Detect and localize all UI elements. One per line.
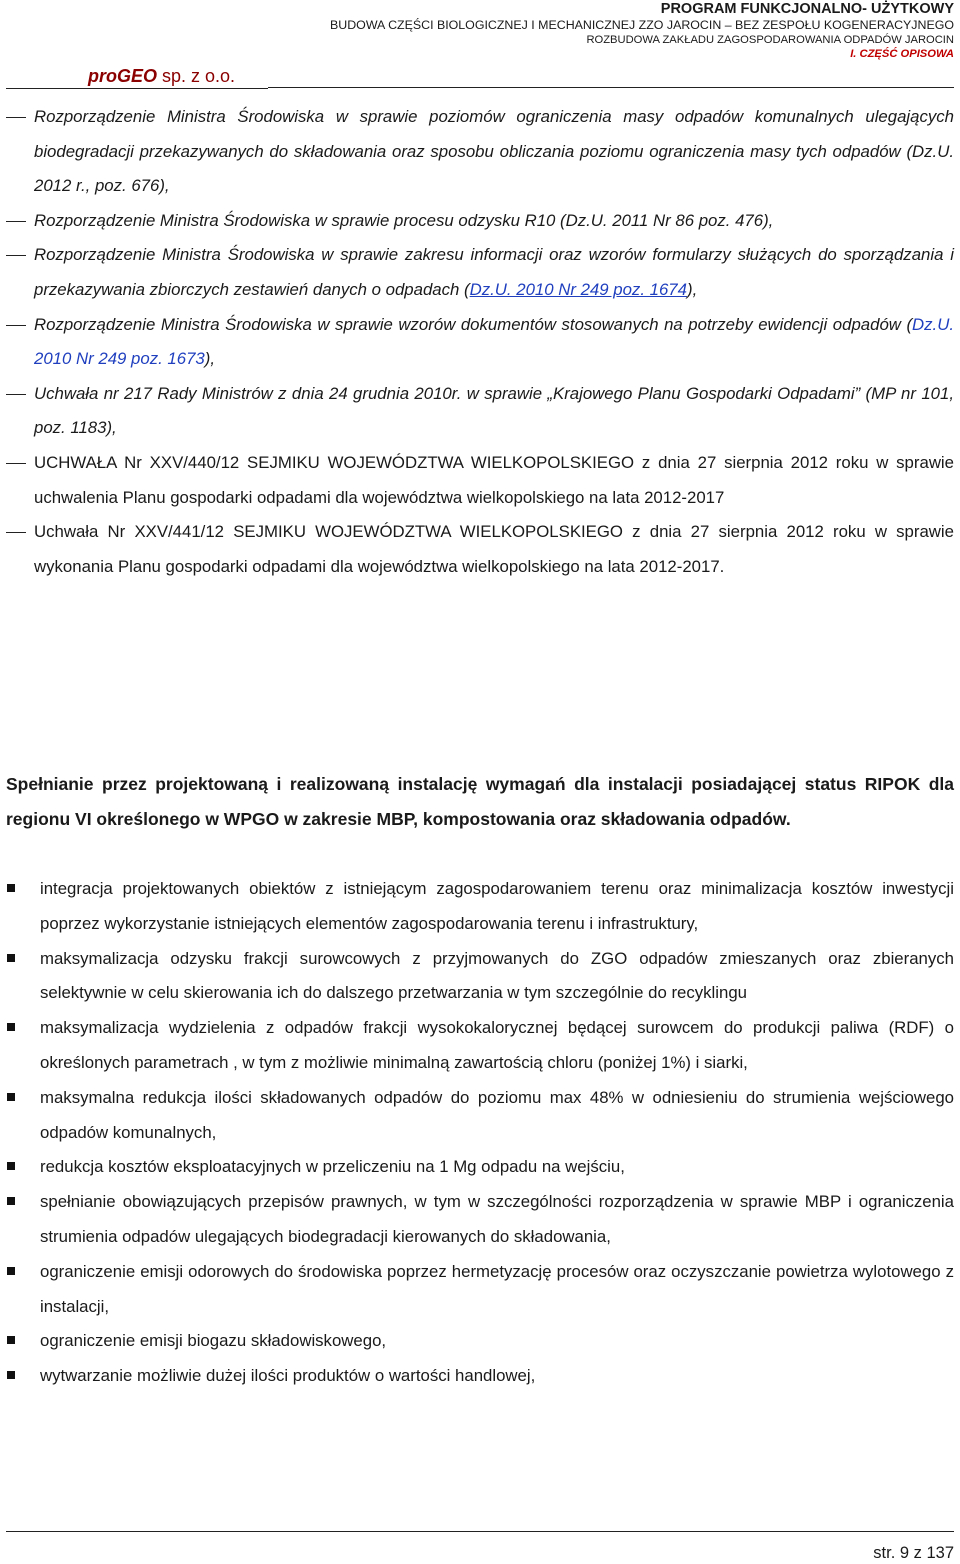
- list-item: maksymalna redukcja ilości składowanych odpadów do poziomu max 48% w odniesieniu do strumienia wejściowego odpadów komunalnych,: [6, 1081, 954, 1151]
- dash-marker: [6, 117, 26, 118]
- square-bullet-icon: [7, 1336, 15, 1344]
- list-item: ograniczenie emisji biogazu składowiskowego,: [6, 1324, 954, 1359]
- dash-marker: [6, 394, 26, 395]
- square-bullet-icon: [7, 954, 15, 962]
- header-part: I. CZĘŚĆ OPISOWA: [850, 48, 954, 60]
- regulation-item: Uchwała Nr XXV/441/12 SEJMIKU WOJEWÓDZTWA WIELKOPOLSKIEGO z dnia 27 sierpnia 2012 roku w sprawie wykonania Planu gospodarki odpadami dla województwa wielkopolskiego na lata 2012-2017.: [6, 515, 954, 584]
- regulation-link[interactable]: Dz.U. 2010 Nr 249 poz. 1674: [469, 279, 687, 299]
- square-bullet-icon: [7, 1197, 15, 1205]
- header-subtitle-2: ROZBUDOWA ZAKŁADU ZAGOSPODAROWANIA ODPADÓW JAROCIN: [586, 34, 954, 46]
- dash-marker: [6, 532, 26, 533]
- regulation-item: Rozporządzenie Ministra Środowiska w sprawie procesu odzysku R10 (Dz.U. 2011 Nr 86 poz. 476),: [6, 204, 954, 239]
- regulation-link[interactable]: Dz.U. 2010 Nr 249 poz. 1673: [34, 314, 954, 369]
- requirements-list: [6, 872, 954, 1394]
- regulation-item: Rozporządzenie Ministra Środowiska w sprawie wzorów dokumentów stosowanych na potrzeby ewidencji odpadów (Dz.U. 2010 Nr 249 poz. 1673),: [6, 308, 954, 377]
- list-item: spełnianie obowiązujących przepisów prawnych, w tym w szczególności rozporządzenia w sprawie MBP i ograniczenia strumienia odpadów ulegających biodegradacji kierowanych do składowania,: [6, 1185, 954, 1255]
- list-item: wytwarzanie możliwie dużej ilości produktów o wartości handlowej,: [6, 1359, 954, 1394]
- square-bullet-icon: [7, 1267, 15, 1275]
- list-item: integracja projektowanych obiektów z istniejącym zagospodarowaniem terenu oraz minimalizacja kosztów inwestycji poprzez wykorzystanie istniejących elementów zagospodarowania terenu i infrastruktury,: [6, 872, 954, 942]
- square-bullet-icon: [7, 884, 15, 892]
- logo-brand: proGEO: [88, 66, 158, 86]
- dash-marker: [6, 221, 26, 222]
- document-header: [330, 0, 954, 61]
- list-item: maksymalizacja odzysku frakcji surowcowych z przyjmowanych do ZGO odpadów zmieszanych oraz zbieranych selektywnie w celu skierowania ich do dalszego przetwarzania w tym szczególnie do recyklingu: [6, 942, 954, 1012]
- regulation-item: UCHWAŁA Nr XXV/440/12 SEJMIKU WOJEWÓDZTWA WIELKOPOLSKIEGO z dnia 27 sierpnia 2012 roku w sprawie uchwalenia Planu gospodarki odpadami dla województwa wielkopolskiego na lata 2012-2017: [6, 446, 954, 515]
- square-bullet-icon: [7, 1371, 15, 1379]
- header-rule: [268, 87, 954, 88]
- page-number: str. 9 z 137: [873, 1544, 954, 1562]
- square-bullet-icon: [7, 1023, 15, 1031]
- logo-rest: sp. z o.o.: [157, 66, 236, 86]
- square-bullet-icon: [7, 1093, 15, 1101]
- company-logo: [6, 64, 268, 89]
- header-subtitle: BUDOWA CZĘŚCI BIOLOGICZNEJ I MECHANICZNEJ ZZO JAROCIN – BEZ ZESPOŁU KOGENERACYJNEGO: [330, 18, 954, 32]
- regulation-item: Rozporządzenie Ministra Środowiska w sprawie zakresu informacji oraz wzorów formularzy służących do sporządzania i przekazywania zbiorczych zestawień danych o odpadach (Dz.U. 2010 Nr 249 poz. 1674),: [6, 238, 954, 307]
- footer-rule: [6, 1531, 954, 1532]
- list-item: maksymalizacja wydzielenia z odpadów frakcji wysokokalorycznej będącej surowcem do produkcji paliwa (RDF) o określonych parametrach , w tym z możliwie minimalną zawartością chloru (poniżej 1%) i siarki,: [6, 1011, 954, 1081]
- square-bullet-icon: [7, 1162, 15, 1170]
- dash-marker: [6, 325, 26, 326]
- header-title: PROGRAM FUNKCJONALNO- UŻYTKOWY: [660, 1, 954, 17]
- dash-marker: [6, 255, 26, 256]
- regulation-item: Rozporządzenie Ministra Środowiska w sprawie poziomów ograniczenia masy odpadów komunalnych ulegających biodegradacji przekazywanych do składowania oraz sposobu obliczania poziomu ograniczenia masy tych odpadów (Dz.U. 2012 r., poz. 676),: [6, 100, 954, 204]
- dash-marker: [6, 463, 26, 464]
- list-item: ograniczenie emisji odorowych do środowiska poprzez hermetyzację procesów oraz oczyszczanie powietrza wylotowego z instalacji,: [6, 1255, 954, 1325]
- regulation-item: Uchwała nr 217 Rady Ministrów z dnia 24 grudnia 2010r. w sprawie „Krajowego Planu Gospodarki Odpadami” (MP nr 101, poz. 1183),: [6, 377, 954, 446]
- list-item: redukcja kosztów eksploatacyjnych w przeliczeniu na 1 Mg odpadu na wejściu,: [6, 1150, 954, 1185]
- section-heading: Spełnianie przez projektowaną i realizowaną instalację wymagań dla instalacji posiadającej status RIPOK dla regionu VI określonego w WPGO w zakresie MBP, kompostowania oraz składowania odpadów.: [6, 774, 954, 829]
- regulations-list: [6, 100, 954, 584]
